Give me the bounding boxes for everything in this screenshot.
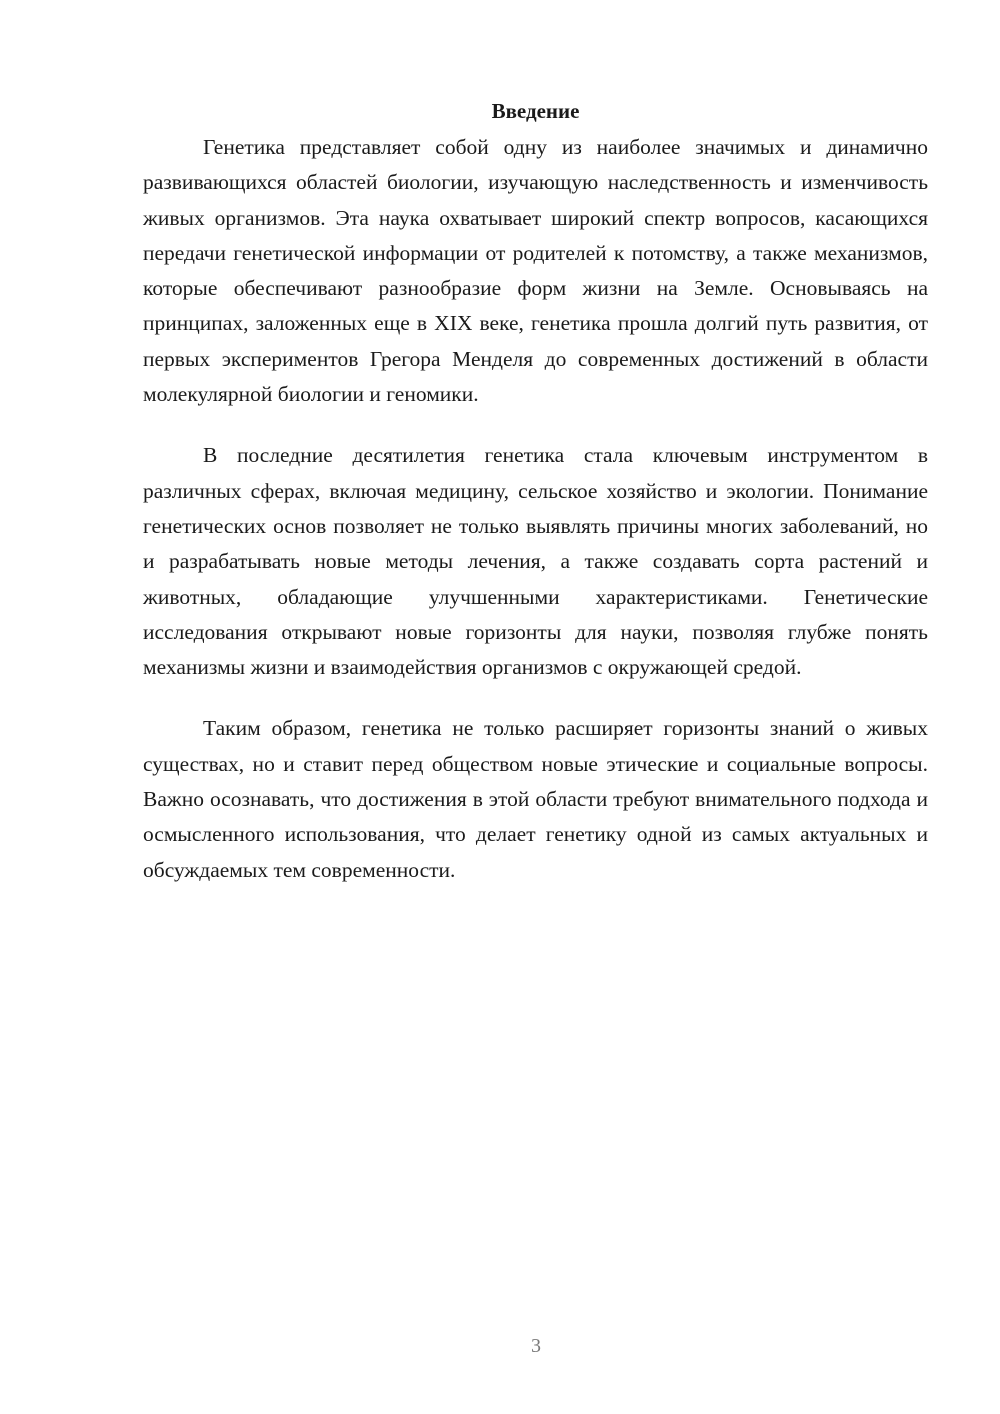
paragraph-1: Генетика представляет собой одну из наиболее значимых и динамично развивающихся областей биологии, изучающую наследственность и изменчивость живых организмов. Эта наука охватывает широкий спектр вопросов, касающихся передачи генетической информации от родителей к потомству, а также механизмов, которые обеспечивают разнообразие форм жизни на Земле. Основываясь на принципах, заложенных еще в XIX веке, генетика прошла долгий путь развития, от первых экспериментов Грегора Менделя до современных достижений в области молекулярной биологии и геномики. (143, 135, 928, 407)
paragraph-2: В последние десятилетия генетика стала ключевым инструментом в различных сферах, включая медицину, сельское хозяйство и экологии. Понимание генетических основ позволяет не только выявлять причины многих заболеваний, но и разрабатывать новые методы лечения, а также создавать сорта растений и животных, обладающие улучшенными характеристиками. Генетические исследования открывают новые горизонты для науки, позволяя глубже понять механизмы жизни и взаимодействия организмов с окружающей средой. (143, 443, 928, 680)
page-content (143, 96, 928, 888)
section-title: Введение (491, 99, 580, 123)
paragraph-3: Таким образом, генетика не только расширяет горизонты знаний о живых существах, но и ставит перед обществом новые этические и социальные вопросы. Важно осознавать, что достижения в этой области требуют внимательного подхода и осмысленного использования, что делает генетику одной из самых актуальных и обсуждаемых тем современности. (143, 716, 928, 882)
page-number: 3 (531, 1335, 541, 1357)
